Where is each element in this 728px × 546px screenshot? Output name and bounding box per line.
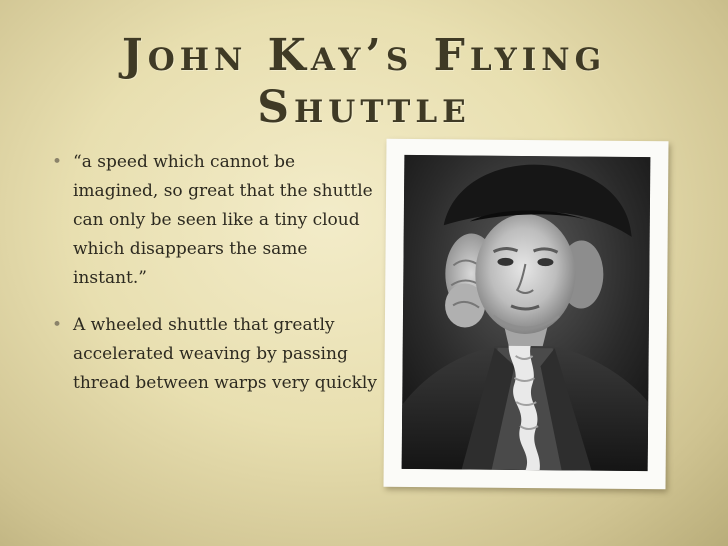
portrait-illustration [402,155,651,471]
bullet-item-description [52,311,382,398]
bullet-marker-icon: • [52,152,63,172]
portrait-photo-icon [402,155,651,471]
bullet-list [52,148,382,416]
bullet-text: “a speed which cannot be imagined, so great that the shuttle can only be seen like a tiny cloud which disappears the same instant.” [73,152,373,288]
bullet-marker-icon: • [52,315,63,335]
slide-title [40,30,688,134]
title-line-2: Shuttle [257,82,471,133]
photo-frame [383,139,668,489]
bullet-item-quote [52,148,382,293]
bullet-text: A wheeled shuttle that greatly accelerated weaving by passing thread between warps very quickly [73,315,377,393]
title-line-1: John Kay’s Flying [121,30,607,81]
